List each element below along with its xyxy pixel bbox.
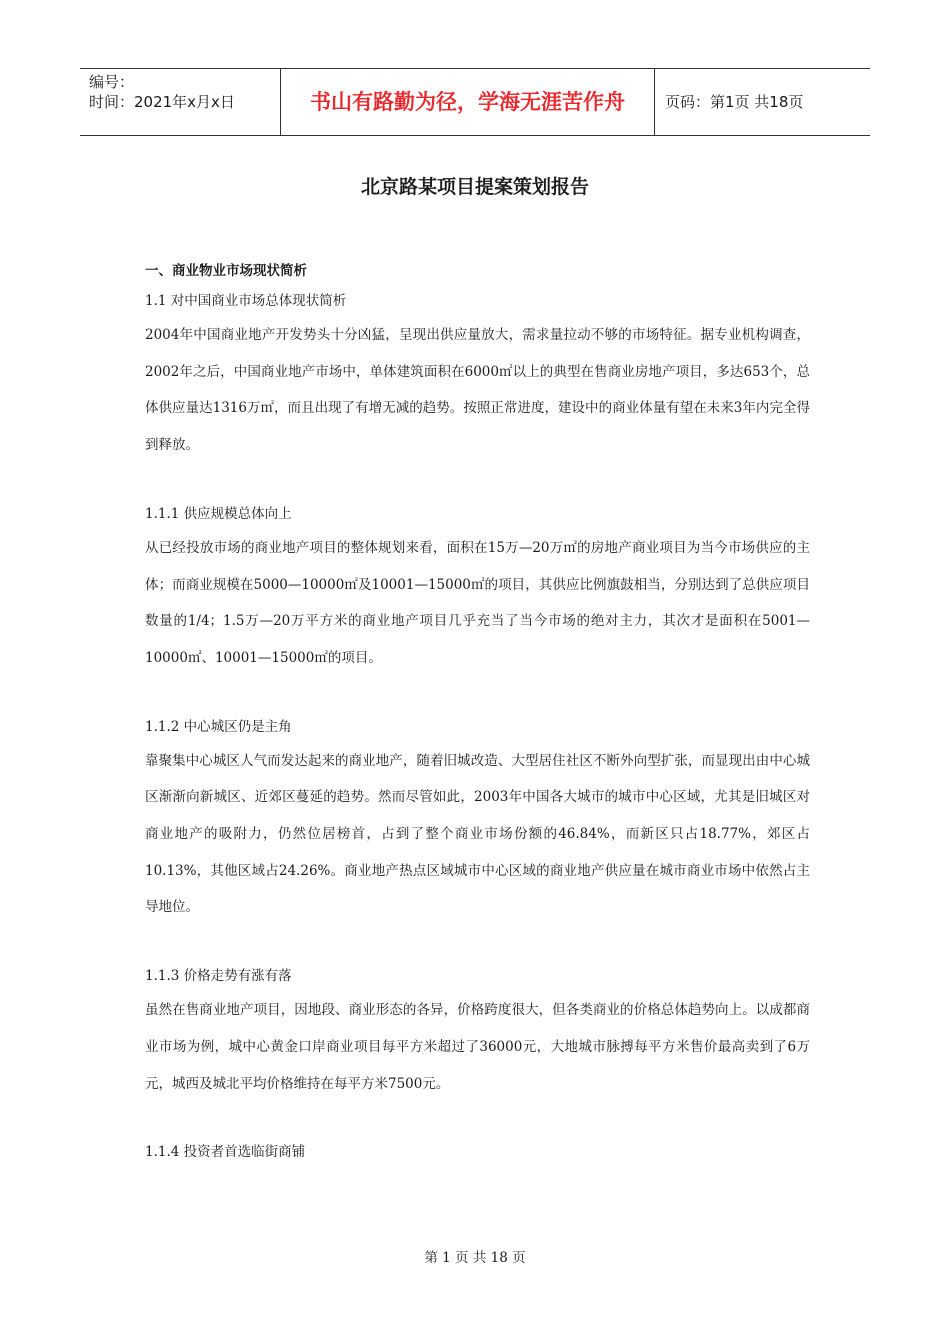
section-heading: 一、商业物业市场现状简析	[145, 263, 307, 279]
header-meta	[80, 69, 281, 135]
serial-label: 编号：	[89, 73, 135, 91]
paragraph-1-1: 2004年中国商业地产开发势头十分凶猛，呈现出供应量放大，需求量拉动不够的市场特征。据专业机构调查，2002年之后，中国商业地产市场中，单体建筑面积在6000㎡以上的典型在售商业房地产项目，多达653个，总体供应量达1316万㎡，而且出现了有增无减的趋势。按照正常进度，建设中的商业体量有望在未来3年内完全得到释放。	[145, 327, 810, 454]
header-motto: 书山有路勤为径，学海无涯苦作舟	[281, 69, 655, 135]
subsection-heading-1-1-4: 1.1.4 投资者首选临街商铺	[145, 1144, 306, 1161]
subsection-heading-1-1: 1.1 对中国商业市场总体现状简析	[145, 293, 347, 309]
subsection-heading-1-1-2: 1.1.2 中心城区仍是主角	[145, 718, 292, 735]
document-body	[145, 259, 810, 1174]
document-title: 北京路某项目提案策划报告	[360, 176, 589, 198]
subsection-heading-1-1-3: 1.1.3 价格走势有涨有落	[145, 968, 292, 985]
page-footer: 第 1 页 共 18 页	[424, 1250, 526, 1266]
date-label: 时间：2021年x月x日	[89, 93, 235, 111]
paragraph-1-1-3: 虽然在售商业地产项目，因地段、商业形态的各异，价格跨度很大，但各类商业的价格总体趋势向上。以成都商业市场为例，城中心黄金口岸商业项目每平方米超过了36000元，大地城市脉搏每平方米售价最高卖到了6万元，城西及城北平均价格维持在每平方米7500元。	[145, 1002, 810, 1092]
paragraph-1-1-1: 从已经投放市场的商业地产项目的整体规划来看，面积在15万—20万㎡的房地产商业项目为当今市场供应的主体；而商业规模在5000—10000㎡及10001—15000㎡的项目，其供应比例旗鼓相当，分别达到了总供应项目数量的1/4；1.5万—20万平方米的商业地产项目几乎充当了当今市场的绝对主力，其次才是面积在5001—10000㎡、10001—15000㎡的项目。	[145, 539, 810, 666]
paragraph-1-1-2: 靠聚集中心城区人气而发达起来的商业地产，随着旧城改造、大型居住社区不断外向型扩张，而显现出由中心城区渐渐向新城区、近郊区蔓延的趋势。然而尽管如此，2003年中国各大城市的城市中心区域，尤其是旧城区对商业地产的吸附力，仍然位居榜首，占到了整个商业市场份额的46.84%，而新区只占18.77%，郊区占10.13%，其他区域占24.26%。商业地产热点区域城市中心区域的商业地产供应量在城市商业市场中依然占主导地位。	[145, 752, 810, 916]
header-page-info: 页码：第1页 共18页	[665, 93, 804, 111]
subsection-heading-1-1-1: 1.1.1 供应规模总体向上	[145, 505, 292, 522]
document-header	[80, 68, 870, 136]
